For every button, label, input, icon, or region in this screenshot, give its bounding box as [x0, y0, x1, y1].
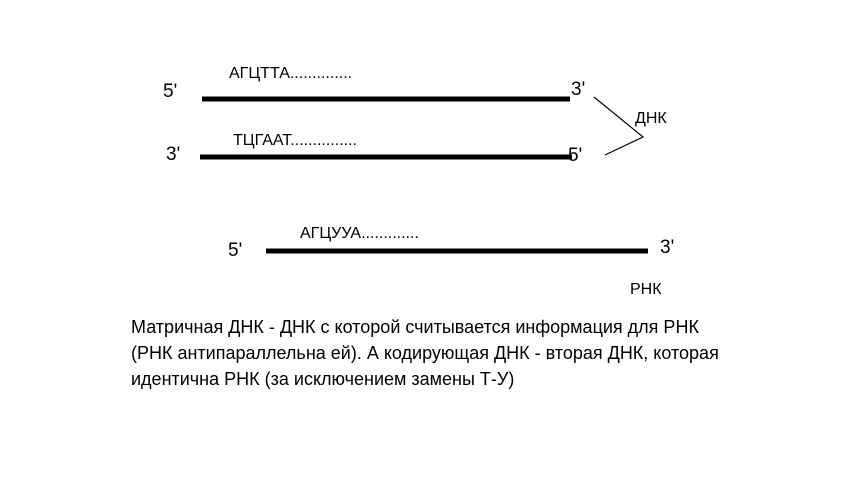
- rna-label: РНК: [630, 281, 662, 298]
- note-line-1: Матричная ДНК - ДНК с которой считывается информация для РНК: [131, 317, 699, 337]
- dna-bottom-sequence: ТЦГААТ...............: [233, 132, 357, 149]
- dna-top-sequence: АГЦТТА..............: [229, 65, 353, 82]
- dna-top-three-prime-end: 3': [571, 79, 586, 100]
- rna-sequence: АГЦУУА.............: [300, 225, 419, 242]
- dna-bottom-five-prime-end: 5': [568, 145, 583, 166]
- dna-bottom-three-prime-end: 3': [166, 144, 181, 165]
- rna-five-prime-end: 5': [228, 240, 243, 261]
- note-line-3: идентична РНК (за исключением замены Т-У): [131, 369, 515, 389]
- note-line-2: (РНК антипараллельна ей). А кодирующая ДНК - вторая ДНК, которая: [131, 343, 719, 363]
- dna-top-five-prime-end: 5': [163, 81, 178, 102]
- rna-three-prime-end: 3': [660, 237, 675, 258]
- dna-label: ДНК: [635, 110, 667, 127]
- explanation-note: [131, 314, 719, 392]
